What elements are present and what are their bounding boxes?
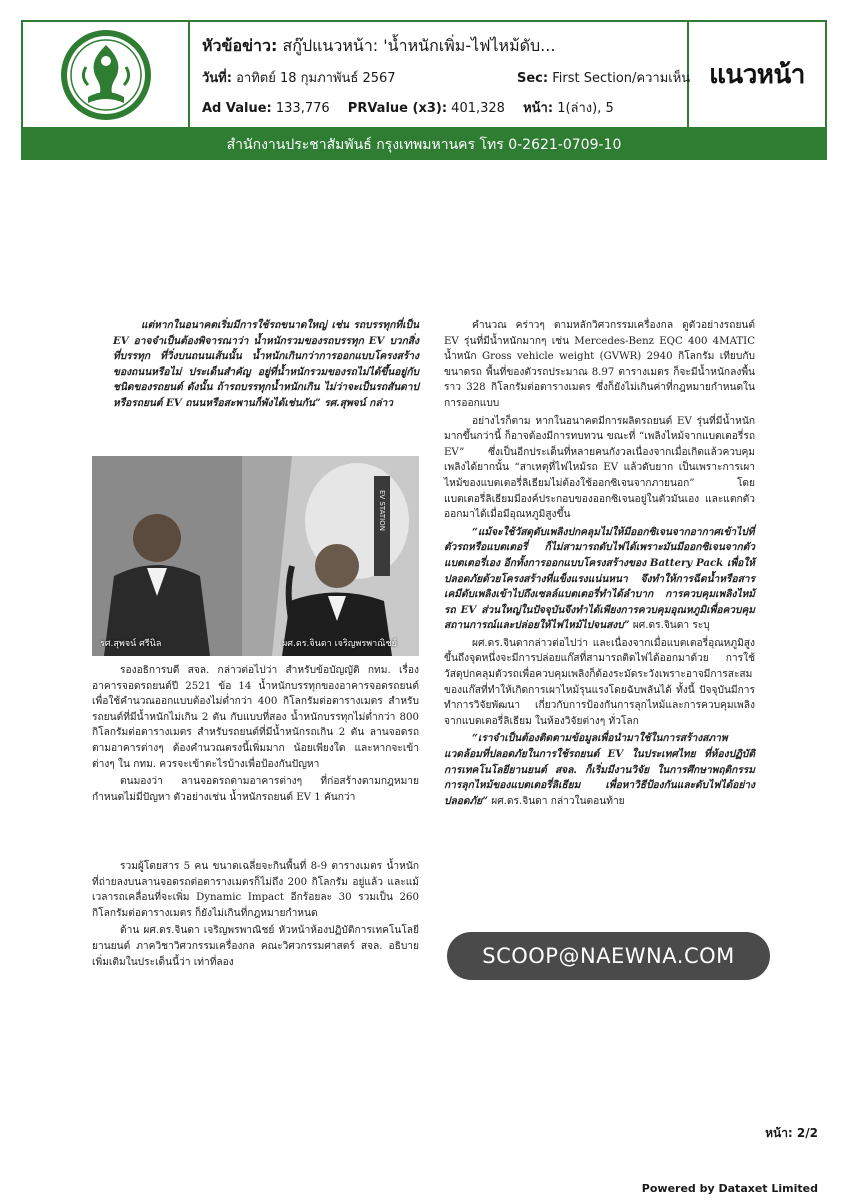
article-column-1-top — [113, 318, 419, 414]
article-paragraph: แต่หากในอนาคตเริ่มมีการใช้รถขนาดใหญ่ เช่น รถบรรทุกที่เป็น EV อาจจำเป็นต้องพิจารณาว่า น้ำหนักรวมของรถบรรทุก EV บวกสิ่งที่บรรทุก ที่วิ่งบนถนนเส้นนั้น น้ำหนักเกินกว่าการออกแบบโครงสร้างของถนนหรือไม่ ประเด็นสำคัญ อยู่ที่น้ำหนักรวมของรถไม่ได้ขึ้นอยู่กับชนิดของรถยนต์ ดังนั้น ถ้ารถบรรทุกน้ำหนักเกิน ไม่ว่าจะเป็นรถสันดาป หรือรถยนต์ EV ถนนหรือสะพานก็พังได้เช่นกัน” รศ.สุพจน์ กล่าว — [113, 319, 419, 409]
value-row — [202, 97, 614, 118]
clipping-info — [190, 22, 689, 127]
newspaper-brand — [689, 22, 825, 127]
date-value: อาทิตย์ 18 กุมภาพันธ์ 2567 — [236, 71, 396, 86]
clipping-header — [21, 20, 827, 129]
article-column-1-bottom — [92, 859, 419, 972]
office-text: สำนักงานประชาสัมพันธ์ กรุงเทพมหานคร โทร 0-2621-0709-10 — [226, 136, 622, 153]
quote-text: “แม้จะใช้วัสดุดับเพลิงปกคลุมไม่ให้มีออกซิเจนจากอากาศเข้าไปที่ตัวรถหรือแบตเตอรี่ ก็ไม่สามารถดับไฟได้เพราะมันมีออกซิเจนจากตัวแบตเตอรี่เอง อีกทั้งการออกแบบโครงสร้างของ Battery Pack เพื่อให้ปลอดภัยด้วยโครงสร้างที่แข็งแรงแน่นหนา จึงทำให้การฉีดน้ำหรือสารเคมีดับเพลิงเข้าไปถึงเซลล์แบตเตอรี่ทำได้ลำบาก การควบคุมเพลิงไหม้รถ EV ส่วนใหญ่ในปัจจุบันจึงทำได้เพียงการควบคุมอุณหภูมิเพื่อควบคุมสถานการณ์และปล่อยให้ไฟไหม้ไปจนสงบ” — [444, 525, 755, 632]
brand-name: แนวหน้า — [709, 60, 805, 90]
article-paragraph: อย่างไรก็ตาม หากในอนาคตมีการผลิตรถยนต์ EV รุ่นที่มีน้ำหนักมากขึ้นกว่านี้ ก็อาจต้องมีการทบทวน ขณะที่ “เพลิงไหม้จากแบตเตอรี่รถ EV” ซึ่งเป็นอีกประเด็นที่หลายคนกังวลเนื่องจากเมื่อเกิดแล้วควบคุมเพลิงได้ยากนั้น “สาเหตุที่ไฟไหม้รถ EV แล้วดับยาก เป็นเพราะการเผาไหม้ของแบตเตอรี่ลิเธียมไม่ต้องใช้ออกซิเจนจากภายนอก” โดยแบตเตอรี่ลิเธียมมีองค์ประกอบของออกซิเจนอยู่ในตัวมันเอง และแตกตัวออกมาได้เมื่อมีอุณหภูมิสูงขึ้น — [444, 415, 755, 521]
quote-attribution: ผศ.ดร.จินดา กล่าวในตอนท้าย — [488, 795, 625, 807]
date-row — [202, 67, 691, 88]
bma-logo — [23, 22, 190, 127]
powered-by: Powered by Dataxet Limited — [641, 1182, 818, 1195]
quote-paragraph — [444, 731, 755, 809]
date-label: วันที่: — [202, 71, 232, 86]
scoop-email: SCOOP@NAEWNA.COM — [482, 944, 735, 968]
article-paragraph: ตนมองว่า ลานจอดรถตามอาคารต่างๆ ที่ก่อสร้างตามกฎหมายกำหนดไม่มีปัญหา ตัวอย่างเช่น น้ำหนักรถยนต์ EV 1 คันกว่า — [92, 776, 419, 803]
photo-caption-right: ผศ.ดร.จินดา เจริญพรพาณิชย์ — [282, 639, 397, 649]
article-paragraph: รองอธิการบดี สจล. กล่าวต่อไปว่า สำหรับข้อบัญญัติ กทม. เรื่อง อาคารจอดรถยนต์ปี 2521 ข้อ 14 น้ำหนักบรรทุกของอาคารจอดรถยนต์ เพื่อใช้คำนวณออกแบบต้องไม่ต่ำกว่า 400 กิโลกรัมต่อตารางเมตร สำหรับรถยนต์ที่มีน้ำหนักไม่เกิน 2 ตัน กับแบบที่สอง น้ำหนักบรรทุกไม่ต่ำกว่า 800 กิโลกรัมต่อตารางเมตร สำหรับรถยนต์ที่มีน้ำหนักรถเกิน 2 ตัน ลานจอดรถตามอาคารต่างๆ ต้องคำนวณตรงนี้เพิ่มมาก น้อยเพียงใด และหากจะเข้าต่างๆ ใน กทม. ควรจะเข้าตะไรบ้างเพื่อป้องกันปัญหา — [92, 665, 419, 770]
article-photo — [92, 456, 419, 656]
office-banner — [21, 129, 827, 160]
ad-value-label: Ad Value: — [202, 101, 272, 116]
photo-illustration — [92, 456, 419, 656]
headline-label: หัวข้อข่าว: — [202, 36, 278, 55]
section-label: Sec: — [517, 71, 549, 86]
bma-seal-icon — [58, 27, 154, 123]
article-paragraph: คำนวณ คร่าวๆ ตามหลักวิศวกรรมเครื่องกล ดูตัวอย่างรถยนต์ EV รุ่นที่มีน้ำหนักมากๆ เช่น Mercedes-Benz EQC 400 4MATIC น้ำหนัก Gross vehicle weight (GVWR) 2940 กิโลกรัม เทียบกับขนาดรถ พื้นที่ของตัวรถประมาณ 8.97 ตารางเมตร ก็จะมีน้ำหนักลงพื้นราว 328 กิโลกรัมต่อตารางเมตร ซึ่งก็ยังไม่เกินค่าที่กฎหมายกำหนดในการออกแบบ — [444, 320, 755, 409]
page-number: หน้า: 2/2 — [765, 1126, 818, 1140]
article-column-2 — [444, 318, 755, 811]
quote-text: “เราจำเป็นต้องติดตามข้อมูลเพื่อนำมาใช้ในการสร้างสภาพแวดล้อมที่ปลอดภัยในการใช้รถยนต์ EV ในประเทศไทย ที่ห้องปฏิบัติการเทคโนโลยียานยนต์ สจล. ก็เริ่มมีงานวิจัย ในการศึกษาพฤติกรรมการลุกไหม้ของแบตเตอรี่ลิเธียม เพื่อหาวิธีป้องกันและดับไฟได้อย่างปลอดภัย” — [444, 732, 755, 807]
ev-station-sign: EV STATION — [378, 490, 386, 531]
page-label: หน้า: — [523, 101, 554, 116]
section-value: First Section/ความเห็น — [552, 71, 691, 86]
article-column-1-mid — [92, 663, 419, 807]
scoop-email-banner — [447, 932, 770, 980]
pr-value-label: PRValue (x3): — [347, 101, 448, 116]
quote-paragraph — [444, 525, 755, 634]
section-info — [517, 67, 690, 88]
headline-row — [202, 34, 555, 59]
quote-attribution: ผศ.ดร.จินดา ระบุ — [629, 620, 710, 632]
article-paragraph: รวมผู้โดยสาร 5 คน ขนาดเฉลี่ยจะกินพื้นที่ 8-9 ตารางเมตร น้ำหนักที่ถ่ายลงบนลานจอดรถต่อตารางเมตรก็ไม่ถึง 200 กิโลกรัม อยู่แล้ว และแม้เวลารถเคลื่อนที่จะเพิ่ม Dynamic Impact อีกร้อยละ 30 รวมเป็น 260 กิโลกรัมต่อตารางเมตร ก็ยังไม่เกินที่กฎหมายกำหนด — [92, 861, 419, 919]
pr-value: 401,328 — [451, 101, 505, 116]
photo-caption-left: รศ.สุพจน์ ศรีนิล — [100, 639, 162, 649]
ad-value: 133,776 — [275, 101, 330, 116]
headline-text: สกู๊ปแนวหน้า: 'น้ำหนักเพิ่ม-ไฟไหม้ดับ... — [282, 36, 556, 55]
article-paragraph: ผศ.ดร.จินดากล่าวต่อไปว่า และเนื่องจากเมื่อแบตเตอรี่อุณหภูมิสูงขึ้นถึงจุดหนึ่งจะมีการปล่อยแก๊สที่สามารถติดไฟได้ออกมาด้วย การใช้วัสดุปกคลุมตัวรถเพื่อควบคุมเพลิงก็ต้องระมัดระวังเพราะอาจมีการสะสมของแก๊สที่ทำให้เกิดการเผาไหม้รุนแรงโดยฉับพลันได้ ทั้งนี้ ปัจจุบันมีการทำการวิจัยพัฒนา เกี่ยวกับการป้องกันการลุกไหม้และการควบคุมเพลิงจากแบตเตอรี่ลิเธียม ในห้องวิจัยต่างๆ ทั่วโลก — [444, 637, 755, 727]
article-paragraph: ด้าน ผศ.ดร.จินดา เจริญพรพาณิชย์ หัวหน้าห้องปฏิบัติการเทคโนโลยียานยนต์ ภาควิชาวิศวกรรมเครื่องกล คณะวิศวกรรมศาสตร์ สจล. อธิบายเพิ่มเติมในประเด็นนี้ว่า เท่าที่ลอง — [92, 925, 419, 968]
page-value: 1(ล่าง), 5 — [557, 101, 614, 116]
